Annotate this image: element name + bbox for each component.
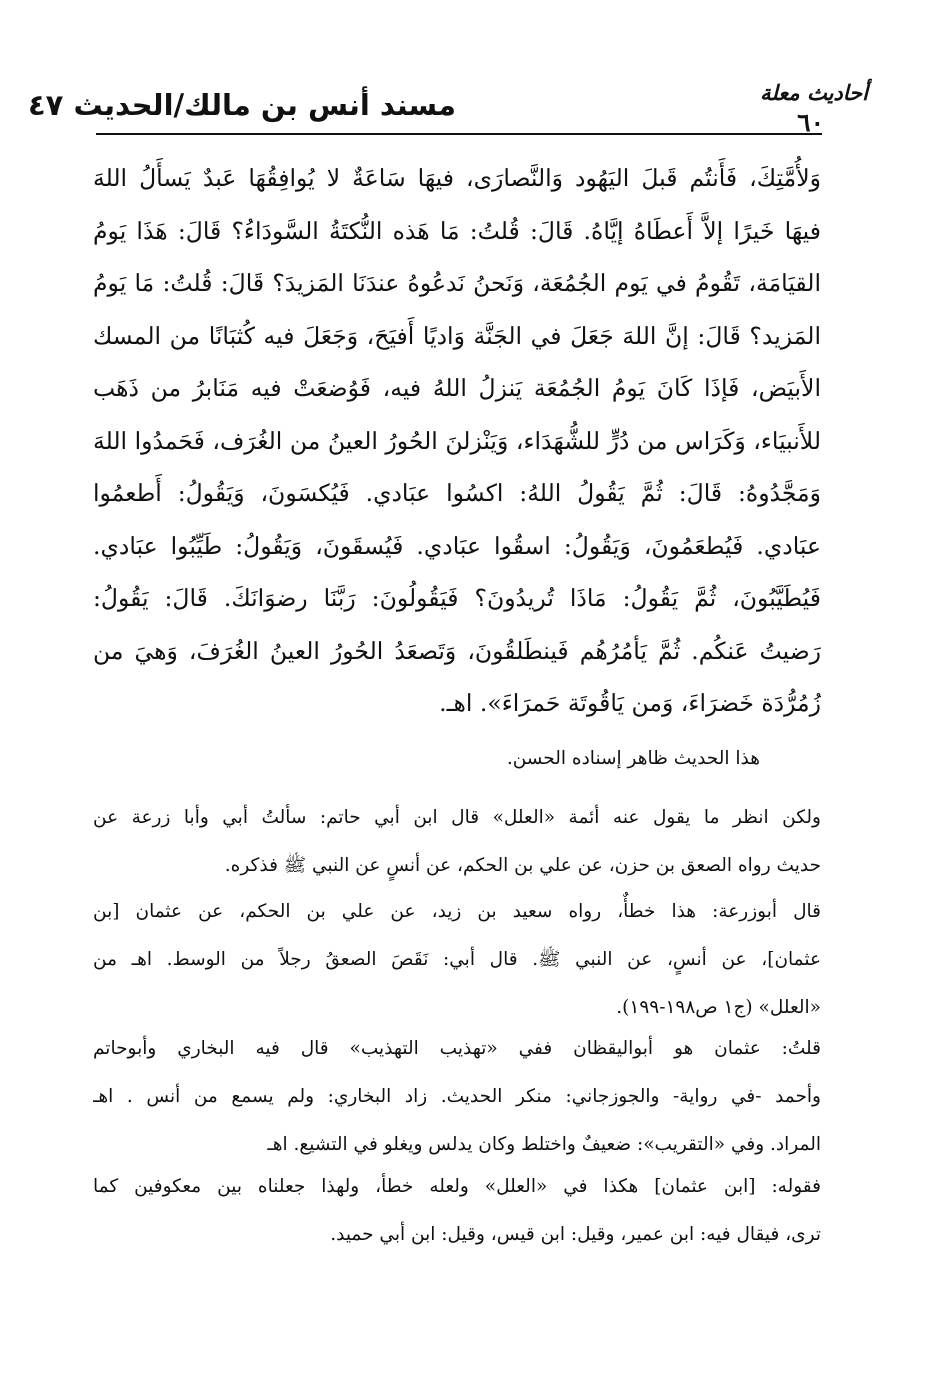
commentary-paragraph-5: [93, 1163, 821, 1259]
commentary-line: ولكن انظر ما يقول عنه أئمة «العلل» قال ابن أبي حاتم: سألتُ أبي وأبا زرعة عن: [93, 807, 821, 828]
hadith-line: وَلأُمَّتِكَ، فَأَنتُم قَبلَ اليَهُود وَالنَّصارَى، فيهَا سَاعَةٌ لا يُوافِقُهَا عَبدٌ يَسأَلُ اللهَ: [93, 164, 821, 192]
hadith-line: زُمُرُّدَة خَضرَاءَ، وَمن يَاقُوتَة حَمرَاءَ». اهـ.: [439, 689, 821, 717]
commentary-line: ترى، فيقال فيه: ابن عمير، وقيل: ابن قيس، وقيل: ابن أبي حميد.: [330, 1224, 821, 1245]
commentary-line: عثمان]، عن أنسٍ، عن النبي ﷺ. قال أبي: نَقَصَ الصعقُ رجلاً من الوسط. اهـ من: [93, 949, 821, 970]
commentary-line: «العلل» (ج١ ص١٩٨-١٩٩).: [616, 997, 821, 1018]
commentary-line: المراد. وفي «التقريب»: ضعيفٌ واختلط وكان يدلس ويغلو في التشيع. اهـ: [267, 1134, 821, 1155]
hadith-line: الأَبيَض، فَإذَا كَانَ يَومُ الجُمُعَة يَنزلُ اللهُ فيه، فَوُضعَتْ فيه مَنَابرُ من ذَهَب: [93, 374, 821, 402]
hadith-text: [93, 152, 821, 730]
header-rule: [96, 133, 822, 135]
hadith-line: وَمَجَّدُوهُ: قَالَ: ثُمَّ يَقُولُ اللهُ: اكسُوا عبَادي. فَيُكسَونَ، وَيَقُولُ: أَطعمُوا: [93, 479, 821, 507]
hadith-line: رَضيتُ عَنكُم. ثُمَّ يَأمُرُهُم فَينطَلقُونَ، وَتَصعَدُ الحُورُ العينُ الغُرَفَ، وَهيَ من: [93, 636, 821, 665]
page-number: ٦٠: [797, 108, 824, 137]
commentary-line: قال أبوزرعة: هذا خطأٌ، رواه سعيد بن زيد، عن علي بن الحكم، عن عثمان [بن: [93, 901, 821, 922]
hadith-line: فيهَا خَيرًا إلاَّ أَعطَاهُ إيَّاهُ. قَالَ: قُلتُ: مَا هَذه النُّكتَةُ السَّودَاءُ؟ قَالَ: هَذَا يَومُ: [93, 216, 821, 245]
hadith-line: القيَامَة، تَقُومُ في يَوم الجُمُعَة، وَنَحنُ نَدعُوهُ عندَنَا المَزيدَ؟ قَالَ: قُلتُ: مَا يَومُ: [93, 269, 821, 297]
commentary-line: فقوله: [ابن عثمان] هكذا في «العلل» ولعله خطأ، ولهذا جعلناه بين معكوفين كما: [93, 1176, 821, 1197]
commentary-line: قلتُ: عثمان هو أبواليقظان ففي «تهذيب التهذيب» قال فيه البخاري وأبوحاتم: [93, 1038, 821, 1059]
hadith-line: عبَادي. فَيُطعَمُونَ، وَيَقُولُ: اسقُوا عبَادي. فَيُسقَونَ، وَيَقُولُ: طَيِّبُوا عبَادي.: [93, 531, 821, 560]
section-label: أحاديث معلة: [760, 80, 868, 105]
commentary-line: وأحمد -في رواية- والجوزجاني: منكر الحديث. زاد البخاري: ولم يسمع من أنس . اهـ: [93, 1086, 821, 1107]
commentary-paragraph-3: [93, 888, 821, 1032]
running-header-title: مسند أنس بن مالك/الحديث ٤٧: [27, 88, 456, 122]
commentary-line: حديث رواه الصعق بن حزن، عن علي بن الحكم، عن أنسٍ عن النبي ﷺ فذكره.: [224, 855, 821, 876]
commentary-paragraph-1: [93, 742, 760, 776]
hadith-line: المَزيد؟ قَالَ: إنَّ اللهَ جَعَلَ في الجَنَّة وَاديًا أَفيَحَ، وَجَعَلَ فيه كُثبَانًا من المسك: [93, 321, 821, 350]
hadith-line: للأَنبيَاء، وَكَرَاس من دُرٍّ للشُّهَدَاء، وَيَنْزلنَ الحُورُ العينُ من الغُرَف، فَحَمدُوا اللهَ: [93, 426, 821, 455]
commentary-paragraph-2: [93, 794, 821, 890]
commentary-line: هذا الحديث ظاهر إسناده الحسن.: [506, 748, 760, 769]
commentary-paragraph-4: [93, 1025, 821, 1169]
hadith-line: فَيُطَيَّبُونَ، ثُمَّ يَقُولُ: مَاذَا تُريدُونَ؟ فَيَقُولُونَ: رَبَّنَا رضوَانَكَ. قَالَ: يَقُولُ:: [93, 584, 821, 612]
